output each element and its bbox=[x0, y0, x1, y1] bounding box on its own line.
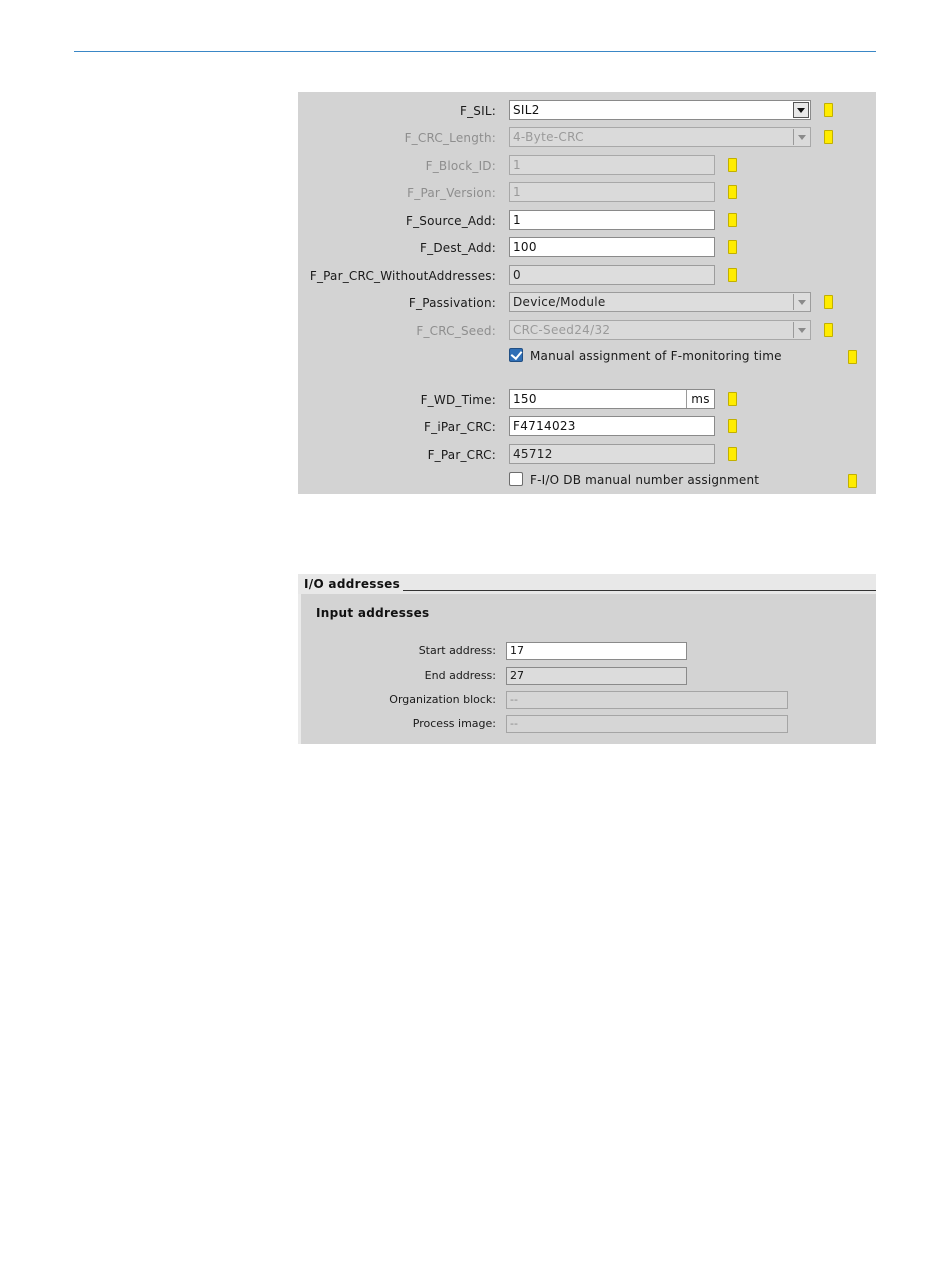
f-par-version-flag-icon bbox=[728, 185, 737, 199]
f-source-add-label: F_Source_Add: bbox=[406, 214, 496, 228]
process-image-field: -- bbox=[506, 715, 788, 733]
f-dest-add-flag-icon bbox=[728, 240, 737, 254]
io-addresses-header bbox=[298, 574, 876, 594]
f-par-version-label: F_Par_Version: bbox=[407, 186, 496, 200]
header-rule bbox=[74, 51, 876, 52]
f-parameters-panel bbox=[298, 92, 876, 494]
fio-db-manual-flag-icon bbox=[848, 474, 857, 488]
io-addresses-title: I/O addresses bbox=[304, 577, 401, 591]
f-source-add-flag-icon bbox=[728, 213, 737, 227]
manual-monitoring-flag-icon bbox=[848, 350, 857, 364]
f-dest-add-row bbox=[298, 237, 876, 259]
f-crc-seed-dropdown bbox=[509, 320, 811, 340]
f-sil-value: SIL2 bbox=[513, 103, 540, 117]
f-block-id-flag-icon bbox=[728, 158, 737, 172]
end-address-field: 27 bbox=[506, 667, 687, 685]
fio-db-manual-checkbox[interactable] bbox=[509, 472, 523, 486]
f-block-id-label: F_Block_ID: bbox=[425, 159, 496, 173]
f-par-crc-field: 45712 bbox=[509, 444, 715, 464]
f-crc-length-label: F_CRC_Length: bbox=[404, 131, 496, 145]
f-sil-flag-icon bbox=[824, 103, 833, 117]
f-passivation-dropdown[interactable] bbox=[509, 292, 811, 312]
start-address-label: Start address: bbox=[418, 644, 496, 657]
f-par-crc-wo-row bbox=[298, 265, 876, 287]
fio-db-manual-label: F-I/O DB manual number assignment bbox=[530, 473, 760, 487]
f-ipar-crc-flag-icon bbox=[728, 419, 737, 433]
input-addresses-title: Input addresses bbox=[316, 606, 430, 620]
f-par-crc-flag-icon bbox=[728, 447, 737, 461]
f-crc-length-dropdown bbox=[509, 127, 811, 147]
f-sil-label: F_SIL: bbox=[460, 104, 496, 118]
f-crc-length-flag-icon bbox=[824, 130, 833, 144]
f-par-version-field: 1 bbox=[509, 182, 715, 202]
io-addresses-divider bbox=[403, 590, 876, 591]
f-crc-length-row bbox=[298, 127, 876, 149]
f-crc-seed-flag-icon bbox=[824, 323, 833, 337]
f-dest-add-input[interactable]: 100 bbox=[509, 237, 715, 257]
f-sil-dropdown[interactable] bbox=[509, 100, 811, 120]
process-image-row bbox=[298, 715, 876, 733]
f-wd-time-unit: ms bbox=[686, 390, 714, 408]
start-address-input[interactable]: 17 bbox=[506, 642, 687, 660]
start-address-row bbox=[298, 642, 876, 660]
f-ipar-crc-label: F_iPar_CRC: bbox=[424, 420, 496, 434]
fio-db-manual-row bbox=[509, 471, 849, 491]
manual-monitoring-label: Manual assignment of F-monitoring time bbox=[530, 349, 782, 363]
f-wd-time-row bbox=[298, 389, 876, 411]
manual-monitoring-row bbox=[509, 347, 869, 367]
end-address-label: End address: bbox=[424, 669, 496, 682]
chevron-down-icon bbox=[793, 129, 809, 145]
f-sil-row bbox=[298, 100, 876, 122]
input-addresses-panel bbox=[298, 594, 876, 744]
f-crc-seed-row bbox=[298, 320, 876, 342]
f-wd-time-label: F_WD_Time: bbox=[420, 393, 496, 407]
f-par-crc-wo-field: 0 bbox=[509, 265, 715, 285]
f-wd-time-flag-icon bbox=[728, 392, 737, 406]
f-par-crc-label: F_Par_CRC: bbox=[427, 448, 496, 462]
chevron-down-icon bbox=[793, 322, 809, 338]
f-ipar-crc-row bbox=[298, 416, 876, 438]
organization-block-row bbox=[298, 691, 876, 709]
f-source-add-row bbox=[298, 210, 876, 232]
f-dest-add-label: F_Dest_Add: bbox=[420, 241, 496, 255]
f-block-id-row bbox=[298, 155, 876, 177]
f-ipar-crc-input[interactable]: F4714023 bbox=[509, 416, 715, 436]
f-par-version-row bbox=[298, 182, 876, 204]
f-par-crc-wo-flag-icon bbox=[728, 268, 737, 282]
f-crc-seed-value: CRC-Seed24/32 bbox=[513, 323, 611, 337]
panel-edge bbox=[298, 594, 301, 744]
f-wd-time-value: 150 bbox=[513, 392, 537, 406]
manual-monitoring-checkbox[interactable] bbox=[509, 348, 523, 362]
f-wd-time-input[interactable] bbox=[509, 389, 715, 409]
chevron-down-icon[interactable] bbox=[793, 294, 809, 310]
chevron-down-icon[interactable] bbox=[793, 102, 809, 118]
process-image-label: Process image: bbox=[412, 717, 496, 730]
f-crc-length-value: 4-Byte-CRC bbox=[513, 130, 584, 144]
end-address-row bbox=[298, 667, 876, 685]
organization-block-label: Organization block: bbox=[389, 693, 496, 706]
f-crc-seed-label: F_CRC_Seed: bbox=[416, 324, 496, 338]
f-source-add-input[interactable]: 1 bbox=[509, 210, 715, 230]
f-passivation-row bbox=[298, 292, 876, 314]
f-passivation-value: Device/Module bbox=[513, 295, 606, 309]
f-par-crc-wo-label: F_Par_CRC_WithoutAddresses: bbox=[309, 269, 496, 283]
f-block-id-field: 1 bbox=[509, 155, 715, 175]
f-par-crc-row bbox=[298, 444, 876, 466]
f-passivation-label: F_Passivation: bbox=[408, 296, 496, 310]
f-passivation-flag-icon bbox=[824, 295, 833, 309]
organization-block-field: -- bbox=[506, 691, 788, 709]
